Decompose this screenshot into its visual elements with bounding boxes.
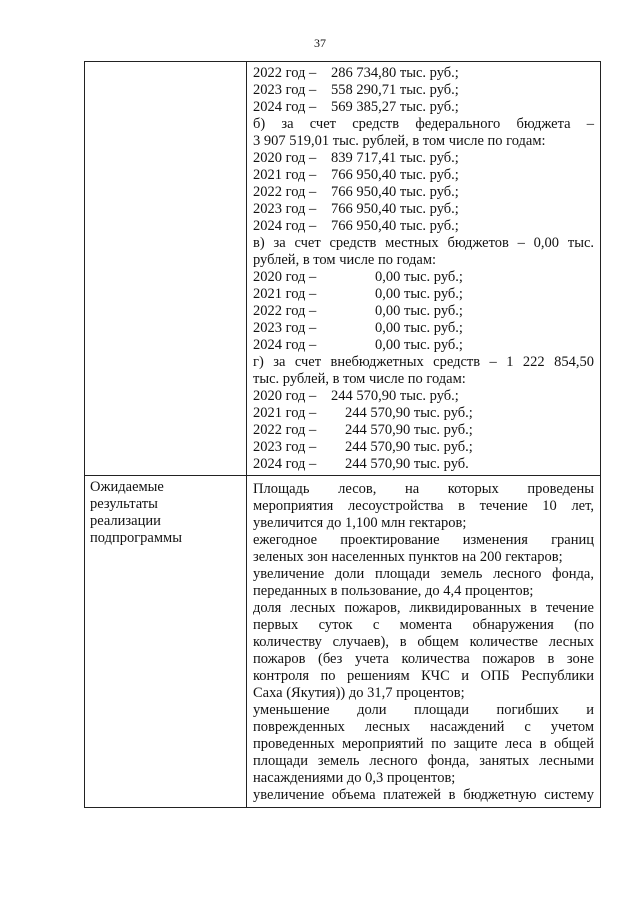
year-amount-line	[253, 269, 594, 286]
year-label: 2021 год –	[253, 405, 317, 421]
funding-source-line: г) за счет внебюджетных средств – 1 222 854,50	[253, 354, 594, 370]
result-text-line: первых суток с момента обнаружения (по	[253, 617, 594, 633]
amount-value: 244 570,90 тыс. руб.;	[331, 388, 459, 404]
result-text-line: доля лесных пожаров, ликвидированных в течение	[253, 600, 594, 616]
amount-value: 0,00 тыс. руб.;	[375, 269, 463, 285]
year-amount-line	[253, 167, 594, 184]
year-amount-line	[253, 150, 594, 167]
result-text-line: насаждениями до 0,3 процентов;	[253, 770, 456, 786]
year-amount-line	[253, 99, 594, 116]
year-amount-line	[253, 422, 594, 439]
amount-value: 0,00 тыс. руб.;	[375, 320, 463, 336]
result-text-line: увеличится до 1,100 млн гектаров;	[253, 515, 467, 531]
result-text-line: мероприятия лесоустройства в течение 10 лет,	[253, 498, 594, 514]
result-text-line: ежегодное проектирование изменения границ	[253, 532, 594, 548]
result-text-line: переданных в пользование, до 4,4 процентов;	[253, 583, 534, 599]
program-passport-table	[84, 61, 601, 808]
year-label: 2023 год –	[253, 82, 317, 98]
funding-source-line: в) за счет средств местных бюджетов – 0,00 тыс.	[253, 235, 594, 251]
year-label: 2020 год –	[253, 150, 317, 166]
result-text-line: количеству случаев), в общем количестве лесных	[253, 634, 594, 650]
year-amount-line	[253, 65, 594, 82]
year-label: 2021 год –	[253, 286, 317, 302]
year-label: 2022 год –	[253, 303, 317, 319]
amount-value: 558 290,71 тыс. руб.;	[331, 82, 459, 98]
result-text-line: поврежденных лесных насаждений с учетом	[253, 719, 594, 735]
amount-value: 0,00 тыс. руб.;	[375, 286, 463, 302]
year-amount-line	[253, 303, 594, 320]
funding-source-line: тыс. рублей, в том числе по годам:	[253, 371, 466, 387]
amount-value: 766 950,40 тыс. руб.;	[331, 167, 459, 183]
funding-source-line: 3 907 519,01 тыс. рублей, в том числе по годам:	[253, 133, 546, 149]
year-label: 2024 год –	[253, 99, 317, 115]
label-line: реализации	[90, 513, 161, 529]
table-row-expected-results	[85, 476, 601, 808]
amount-value: 766 950,40 тыс. руб.;	[331, 218, 459, 234]
year-label: 2021 год –	[253, 167, 317, 183]
funding-source-line: рублей, в том числе по годам:	[253, 252, 437, 268]
year-amount-line	[253, 218, 594, 235]
result-text-line: Саха (Якутия)) до 31,7 процентов;	[253, 685, 465, 701]
year-amount-line	[253, 320, 594, 337]
year-label: 2024 год –	[253, 337, 317, 353]
year-amount-line	[253, 405, 594, 422]
result-text-line: пожаров (без учета количества пожаров в зоне	[253, 651, 594, 667]
amount-value: 244 570,90 тыс. руб.;	[345, 422, 473, 438]
year-label: 2022 год –	[253, 184, 317, 200]
amount-value: 839 717,41 тыс. руб.;	[331, 150, 459, 166]
year-label: 2024 год –	[253, 218, 317, 234]
result-text-line: Площадь лесов, на которых проведены	[253, 481, 594, 497]
year-label: 2023 год –	[253, 201, 317, 217]
results-content	[247, 476, 600, 807]
result-text-line: уменьшение доли площади погибших и	[253, 702, 594, 718]
result-text-line: контроля по решениям КЧС и ОПБ Республики	[253, 668, 594, 684]
results-cell	[247, 476, 601, 808]
financing-content	[247, 62, 600, 475]
label-cell-empty	[85, 62, 247, 476]
year-label: 2023 год –	[253, 320, 317, 336]
page-number: 37	[314, 36, 326, 50]
amount-value: 766 950,40 тыс. руб.;	[331, 184, 459, 200]
year-amount-line	[253, 184, 594, 201]
result-text-line: увеличение объема платежей в бюджетную систему	[253, 787, 594, 803]
label-cell-expected-results	[85, 476, 247, 808]
amount-value: 244 570,90 тыс. руб.;	[345, 405, 473, 421]
year-amount-line	[253, 456, 594, 473]
amount-value: 0,00 тыс. руб.;	[375, 337, 463, 353]
year-amount-line	[253, 286, 594, 303]
amount-value: 244 570,90 тыс. руб.;	[345, 439, 473, 455]
result-text-line: увеличение доли площади земель лесного фонда,	[253, 566, 594, 582]
amount-value: 569 385,27 тыс. руб.;	[331, 99, 459, 115]
table-row-financing	[85, 62, 601, 476]
label-line: результаты	[90, 496, 158, 512]
year-label: 2023 год –	[253, 439, 317, 455]
year-amount-line	[253, 439, 594, 456]
result-text-line: зеленых зон населенных пунктов на 200 гектаров;	[253, 549, 563, 565]
label-line: подпрограммы	[90, 530, 182, 546]
label-line: Ожидаемые	[90, 479, 164, 495]
amount-value: 286 734,80 тыс. руб.;	[331, 65, 459, 81]
year-amount-line	[253, 201, 594, 218]
amount-value: 766 950,40 тыс. руб.;	[331, 201, 459, 217]
year-label: 2022 год –	[253, 422, 317, 438]
year-label: 2020 год –	[253, 269, 317, 285]
year-amount-line	[253, 337, 594, 354]
amount-value: 0,00 тыс. руб.;	[375, 303, 463, 319]
amount-value: 244 570,90 тыс. руб.	[345, 456, 469, 472]
result-text-line: проведенных мероприятий по защите леса в общей	[253, 736, 594, 752]
year-label: 2020 год –	[253, 388, 317, 404]
funding-source-line: б) за счет средств федерального бюджета –	[253, 116, 594, 132]
year-label: 2022 год –	[253, 65, 317, 81]
expected-results-label	[85, 476, 246, 547]
year-amount-line	[253, 82, 594, 99]
result-text-line: площади земель лесного фонда, занятых лесными	[253, 753, 594, 769]
year-amount-line	[253, 388, 594, 405]
year-label: 2024 год –	[253, 456, 317, 472]
financing-cell	[247, 62, 601, 476]
